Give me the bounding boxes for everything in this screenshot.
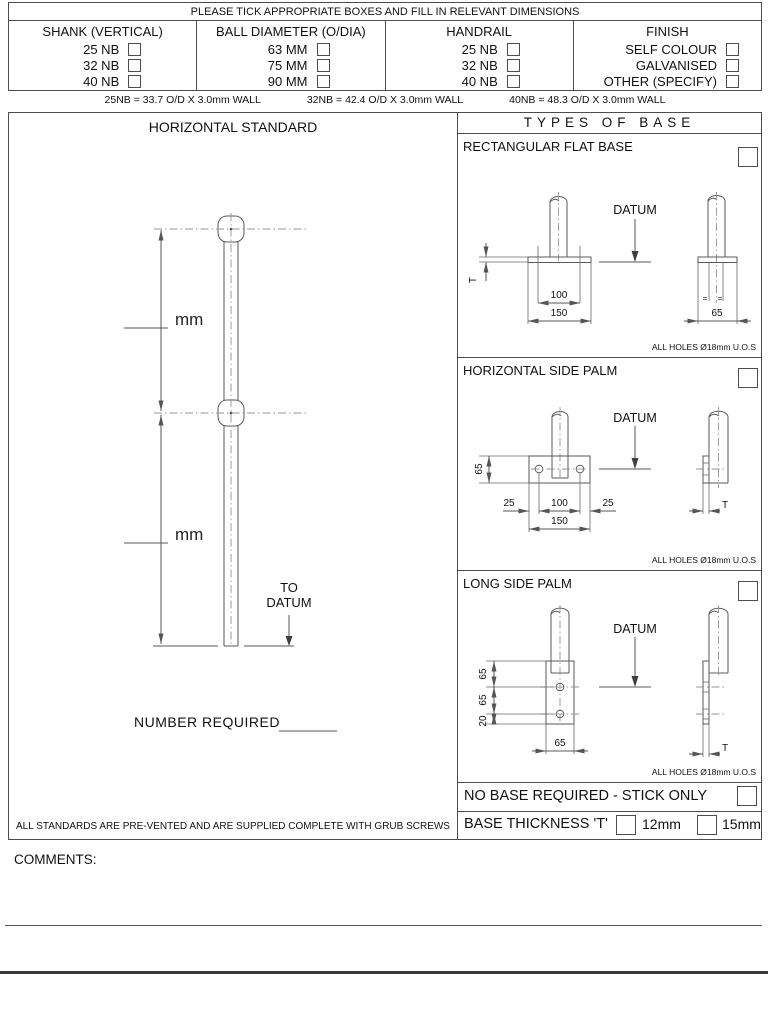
- number-required-label: NUMBER REQUIRED: [134, 714, 280, 730]
- svg-text:25: 25: [602, 498, 614, 510]
- dim-bottom-unit: mm: [175, 525, 204, 544]
- footer-rule: [0, 971, 768, 974]
- thickness-15mm-label: 15mm: [722, 816, 761, 833]
- rectangular-flat-base-drawing: [458, 134, 761, 356]
- svg-text:DATUM: DATUM: [613, 203, 657, 217]
- thickness-12mm-label: 12mm: [642, 816, 681, 833]
- long-side-palm-drawing: [458, 571, 761, 782]
- holes-note: ALL HOLES Ø18mm U.O.S: [651, 342, 756, 353]
- shank-32nb-checkbox[interactable]: [128, 59, 141, 72]
- column-ball-diameter: [197, 21, 385, 90]
- dim-top-unit: mm: [175, 310, 204, 329]
- option-label: 25 NB: [461, 41, 498, 57]
- front-view: [474, 407, 616, 532]
- thickness-12mm-checkbox[interactable]: [616, 815, 636, 835]
- option-label: OTHER (SPECIFY): [603, 73, 717, 89]
- no-base-checkbox[interactable]: [737, 786, 757, 806]
- size-notes: [8, 94, 762, 106]
- instruction-bar: [8, 2, 762, 20]
- svg-text:65: 65: [478, 694, 489, 706]
- horizontal-side-palm-section: [458, 357, 761, 569]
- ball-90mm-checkbox[interactable]: [317, 75, 330, 88]
- option-label: 40 NB: [461, 73, 498, 89]
- finish-self-colour-checkbox[interactable]: [726, 43, 739, 56]
- column-handrail: [386, 21, 574, 90]
- svg-text:DATUM: DATUM: [613, 621, 657, 636]
- left-panel-title: HORIZONTAL STANDARD: [148, 119, 318, 135]
- option-label: 32 NB: [461, 57, 498, 73]
- option-label: 40 NB: [83, 73, 120, 89]
- column-title: HANDRAIL: [446, 24, 512, 39]
- side-view: [684, 192, 751, 324]
- horizontal-standard-panel: [9, 113, 458, 839]
- svg-text:T: T: [468, 276, 479, 284]
- svg-text:DATUM: DATUM: [266, 595, 312, 610]
- svg-text:65: 65: [711, 308, 723, 319]
- size-note: 40NB = 48.3 O/D X 3.0mm WALL: [509, 94, 666, 106]
- svg-text:DATUM: DATUM: [613, 411, 657, 426]
- datum-callout: [599, 622, 657, 687]
- main-box: [8, 112, 762, 840]
- column-title: FINISH: [646, 24, 689, 39]
- svg-text:=: =: [717, 294, 723, 303]
- grub-screws-note: ALL STANDARDS ARE PRE-VENTED AND ARE SUPPLIED COMPLETE WITH GRUB SCREWS: [16, 821, 450, 832]
- base-thickness-row: [458, 811, 761, 839]
- rectangular-flat-base-section: [458, 134, 761, 357]
- side-view: [689, 407, 728, 514]
- holes-note: ALL HOLES Ø18mm U.O.S: [651, 767, 756, 778]
- comments-rule: [5, 925, 762, 926]
- types-of-base-panel: [458, 113, 761, 839]
- option-label: 25 NB: [83, 41, 120, 57]
- base-name: HORIZONTAL SIDE PALM: [463, 363, 618, 379]
- finish-galvanised-checkbox[interactable]: [726, 59, 739, 72]
- ball-75mm-checkbox[interactable]: [317, 59, 330, 72]
- option-label: GALVANISED: [635, 57, 717, 73]
- options-table: [8, 20, 762, 91]
- datum-callout: [599, 203, 657, 262]
- comments-label: COMMENTS:: [14, 852, 97, 867]
- svg-text:65: 65: [554, 737, 566, 749]
- long-side-palm-section: [458, 570, 761, 782]
- option-label: 63 MM: [267, 41, 308, 57]
- ball-63mm-checkbox[interactable]: [317, 43, 330, 56]
- option-label: 90 MM: [267, 73, 308, 89]
- shank-25nb-checkbox[interactable]: [128, 43, 141, 56]
- column-shank: [9, 21, 197, 90]
- shank-40nb-checkbox[interactable]: [128, 75, 141, 88]
- thickness-15mm-checkbox[interactable]: [697, 815, 717, 835]
- base-name: LONG SIDE PALM: [463, 575, 572, 591]
- to-datum-callout: [266, 580, 311, 646]
- svg-text:T: T: [721, 742, 729, 754]
- svg-text:100: 100: [550, 290, 568, 301]
- column-title: BALL DIAMETER (O/DIA): [215, 24, 366, 39]
- side-view: [689, 605, 728, 757]
- standard-drawing: [9, 113, 456, 838]
- handrail-40nb-checkbox[interactable]: [507, 75, 520, 88]
- option-label: SELF COLOUR: [625, 41, 717, 57]
- datum-callout: [599, 411, 657, 469]
- no-base-row: [458, 782, 761, 811]
- svg-text:20: 20: [478, 715, 489, 727]
- horizontal-side-palm-drawing: [458, 358, 761, 569]
- option-label: 75 MM: [267, 57, 308, 73]
- svg-text:=: =: [702, 294, 708, 303]
- types-of-base-title: TYPES OF BASE: [458, 113, 761, 134]
- finish-other-checkbox[interactable]: [726, 75, 739, 88]
- svg-text:150: 150: [551, 516, 568, 528]
- svg-text:65: 65: [474, 463, 485, 475]
- column-title: SHANK (VERTICAL): [42, 24, 163, 39]
- column-finish: [574, 21, 761, 90]
- svg-text:100: 100: [551, 498, 568, 510]
- handrail-32nb-checkbox[interactable]: [507, 59, 520, 72]
- front-view: [478, 605, 588, 754]
- svg-text:T: T: [721, 500, 729, 512]
- svg-text:65: 65: [478, 668, 489, 680]
- handrail-25nb-checkbox[interactable]: [507, 43, 520, 56]
- svg-text:25: 25: [503, 498, 515, 510]
- svg-text:TO: TO: [280, 580, 298, 595]
- instruction-text: PLEASE TICK APPROPRIATE BOXES AND FILL IN RELEVANT DIMENSIONS: [190, 5, 580, 18]
- base-name: RECTANGULAR FLAT BASE: [463, 139, 633, 154]
- front-view: [468, 192, 591, 324]
- size-note: 32NB = 42.4 O/D X 3.0mm WALL: [306, 94, 464, 106]
- holes-note: ALL HOLES Ø18mm U.O.S: [651, 554, 756, 565]
- no-base-label: NO BASE REQUIRED - STICK ONLY: [464, 788, 708, 805]
- option-label: 32 NB: [83, 57, 120, 73]
- svg-text:150: 150: [550, 308, 568, 319]
- base-thickness-label: BASE THICKNESS 'T': [464, 816, 608, 833]
- size-note: 25NB = 33.7 O/D X 3.0mm WALL: [104, 94, 261, 106]
